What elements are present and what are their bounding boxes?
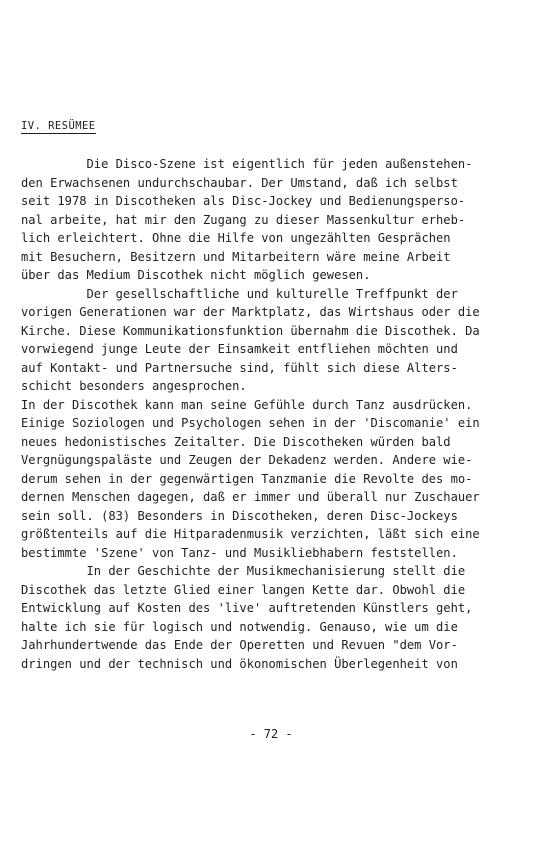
text-line: Vergnügungspaläste und Zeugen der Dekadenz werden. Andere wie- (21, 453, 473, 467)
text-line: sein soll. (83) Besonders in Discotheken, deren Disc-Jockeys (21, 508, 458, 523)
text-line: Einige Soziologen und Psychologen sehen in der 'Discomanie' ein (21, 416, 480, 430)
text-line: In der Discothek kann man seine Gefühle durch Tanz ausdrücken. (21, 397, 473, 412)
text-line: Jahrhundertwende das Ende der Operetten und Revuen "dem Vor- (21, 638, 458, 652)
text-line: Kirche. Diese Kommunikationsfunktion übernahm die Discothek. Da (21, 323, 480, 338)
text-line: neues hedonistisches Zeitalter. Die Discotheken würden bald (21, 434, 451, 449)
text-line: nal arbeite, hat mir den Zugang zu dieser Massenkultur erheb- (21, 212, 466, 227)
page-number: - 72 - (249, 727, 293, 741)
section-heading: IV. RESÜMEE (21, 120, 96, 132)
text-line: auf Kontakt- und Partnersuche sind, fühlt sich diese Alters- (21, 360, 458, 375)
text-line: dernen Menschen dagegen, daß er immer und überall nur Zuschauer (21, 490, 480, 504)
text-line: Die Disco-Szene ist eigentlich für jeden außenstehen- (21, 157, 473, 171)
text-line: halte ich sie für logisch und notwendig. Genauso, wie um die (21, 619, 458, 634)
text-line: schicht besonders angesprochen. (21, 379, 247, 393)
text-line: mit Besuchern, Besitzern und Mitarbeitern wäre meine Arbeit (21, 249, 451, 264)
text-line: derum sehen in der gegenwärtigen Tanzmanie die Revolte des mo- (21, 471, 473, 486)
text-line: lich erleichtert. Ohne die Hilfe von ungezählten Gesprächen (21, 231, 451, 245)
text-line: Entwicklung auf Kosten des 'live' auftretenden Künstlers geht, (21, 601, 473, 615)
text-line: vorwiegend junge Leute der Einsamkeit entfliehen möchten und (21, 342, 458, 356)
text-line: Discothek das letzte Glied einer langen Kette dar. Obwohl die (21, 582, 466, 597)
text-line: seit 1978 in Discotheken als Disc-Jockey und Bedienungsperso- (21, 194, 466, 208)
text-line: größtenteils auf die Hitparadenmusik verzichten, läßt sich eine (21, 527, 480, 541)
text-line: bestimmte 'Szene' von Tanz- und Musikliebhabern feststellen. (21, 545, 458, 560)
text-line: In der Geschichte der Musikmechanisierung stellt die (21, 564, 466, 578)
text-line: über das Medium Discothek nicht möglich gewesen. (21, 268, 371, 282)
text-line: Der gesellschaftliche und kulturelle Treffpunkt der (21, 286, 458, 301)
body-text (21, 155, 527, 673)
text-line: dringen und der technisch und ökonomischen Überlegenheit von (21, 656, 458, 671)
text-line: den Erwachsenen undurchschaubar. Der Umstand, daß ich selbst (21, 175, 458, 190)
text-line: vorigen Generationen war der Marktplatz, das Wirtshaus oder die (21, 305, 480, 319)
